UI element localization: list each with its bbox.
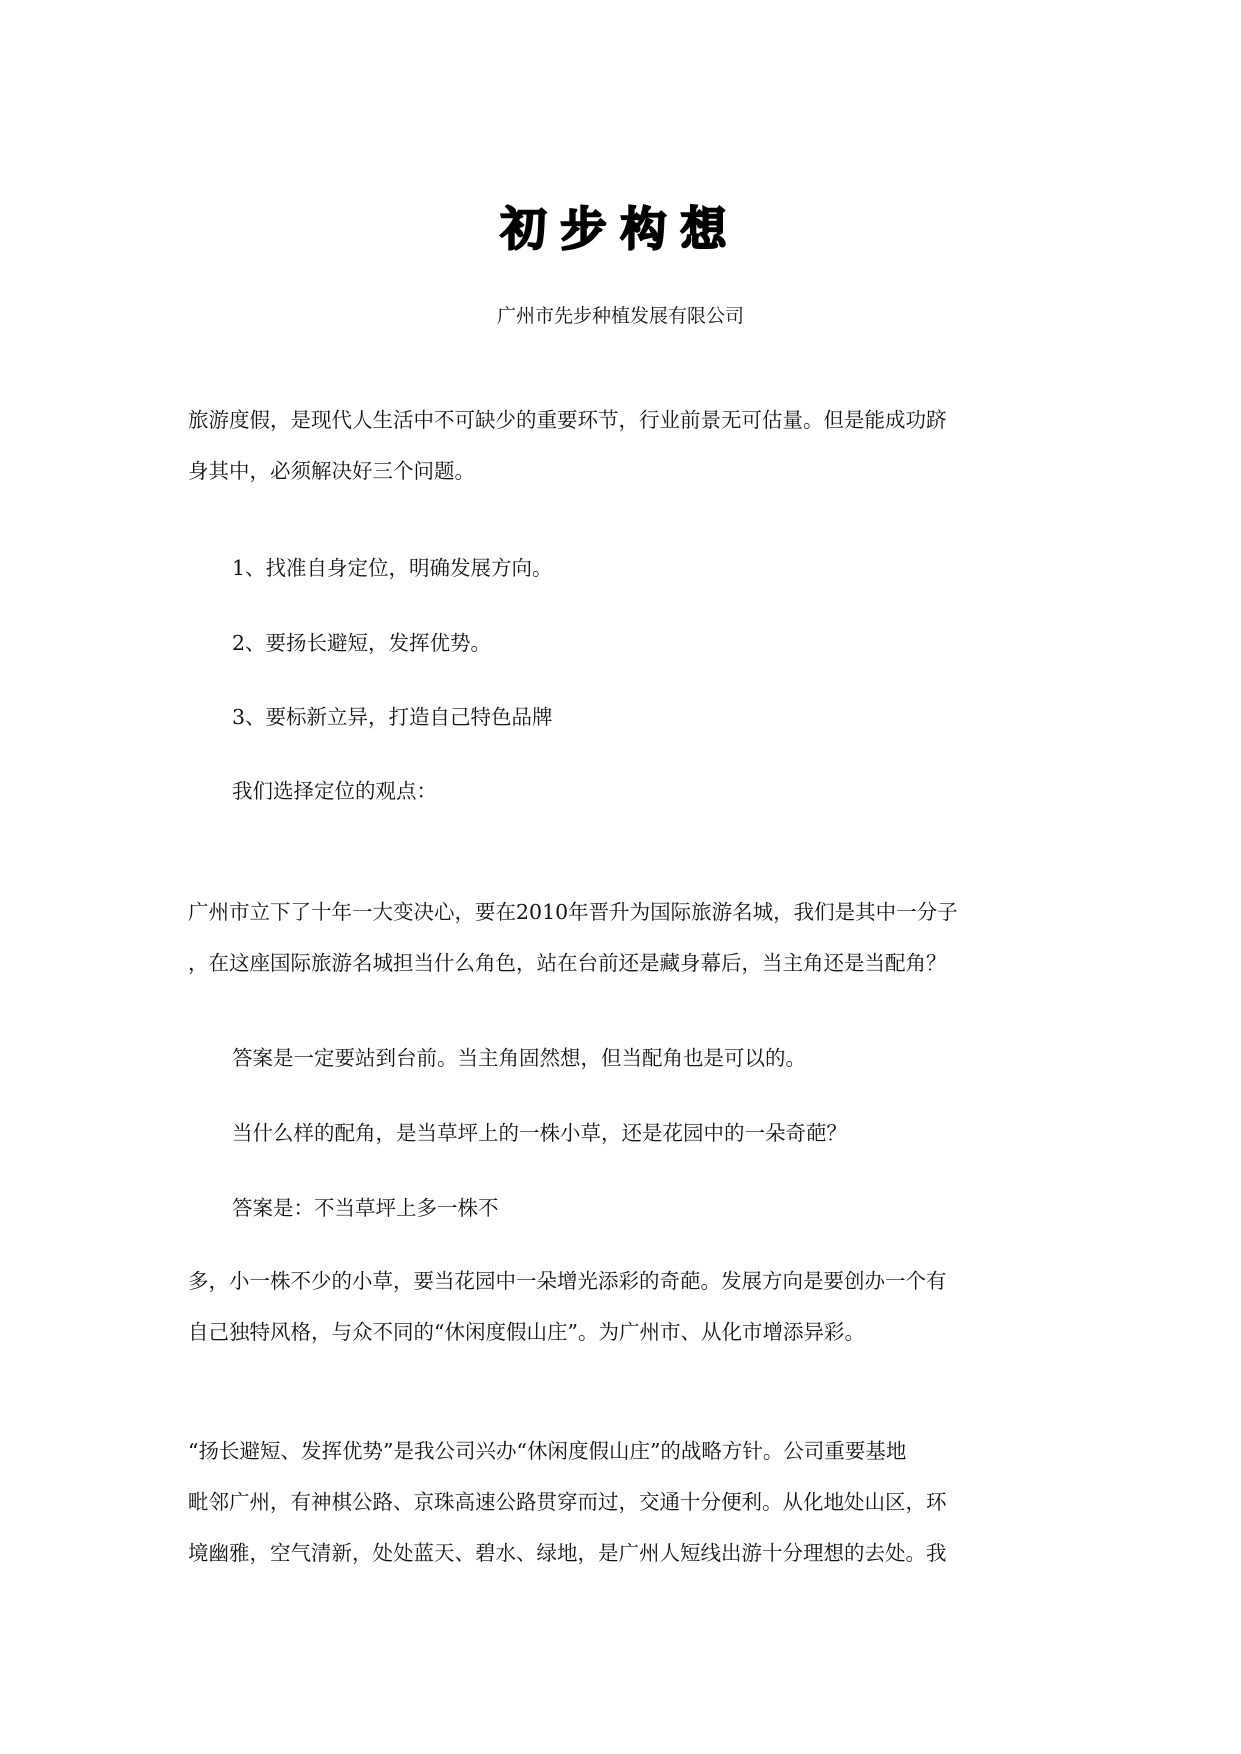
guangzhou-paragraph [188,887,1048,989]
answer-paragraph-2: 答案是：不当草坪上多一株不 [232,1196,499,1220]
intro-paragraph [188,395,1048,497]
text-line: 身其中，必须解决好三个问题。 [188,459,475,483]
strategy-paragraph [188,1426,1048,1579]
text-line: ，在这座国际旅游名城担当什么角色，站在台前还是藏身幕后，当主角还是当配角？ [188,951,947,975]
viewpoint-heading: 我们选择定位的观点： [232,779,437,803]
text-line: 旅游度假，是现代人生活中不可缺少的重要环节，行业前景无可估量。但是能成功跻 [188,408,947,432]
direction-paragraph [188,1256,1048,1358]
list-item-1: 1、找准自身定位，明确发展方向。 [232,556,553,580]
text-line: 毗邻广州，有神棋公路、京珠高速公路贯穿而过，交通十分便利。从化地处山区，环 [188,1490,947,1514]
list-item-3: 3、要标新立异，打造自己特色品牌 [232,705,553,729]
company-name: 广州市先步种植发展有限公司 [496,305,744,327]
document-title: 初步构想 [500,201,741,256]
text-line: 广州市立下了十年一大变决心，要在2010年晋升为国际旅游名城，我们是其中一分子 [188,900,958,924]
text-line: “扬长避短、发挥优势”是我公司兴办“休闲度假山庄”的战略方针。公司重要基地 [188,1439,907,1463]
answer-paragraph-1: 答案是一定要站到台前。当主角固然想，但当配角也是可以的。 [232,1046,806,1070]
text-line: 境幽雅，空气清新，处处蓝天、碧水、绿地，是广州人短线出游十分理想的去处。我 [188,1541,947,1565]
text-line: 自己独特风格，与众不同的“休闲度假山庄”。为广州市、从化市增添异彩。 [188,1320,865,1344]
list-item-2: 2、要扬长避短，发挥优势。 [232,631,492,655]
text-line: 多，小一株不少的小草，要当花园中一朵增光添彩的奇葩。发展方向是要创办一个有 [188,1269,947,1293]
question-paragraph: 当什么样的配角，是当草坪上的一株小草，还是花园中的一朵奇葩？ [232,1121,847,1145]
